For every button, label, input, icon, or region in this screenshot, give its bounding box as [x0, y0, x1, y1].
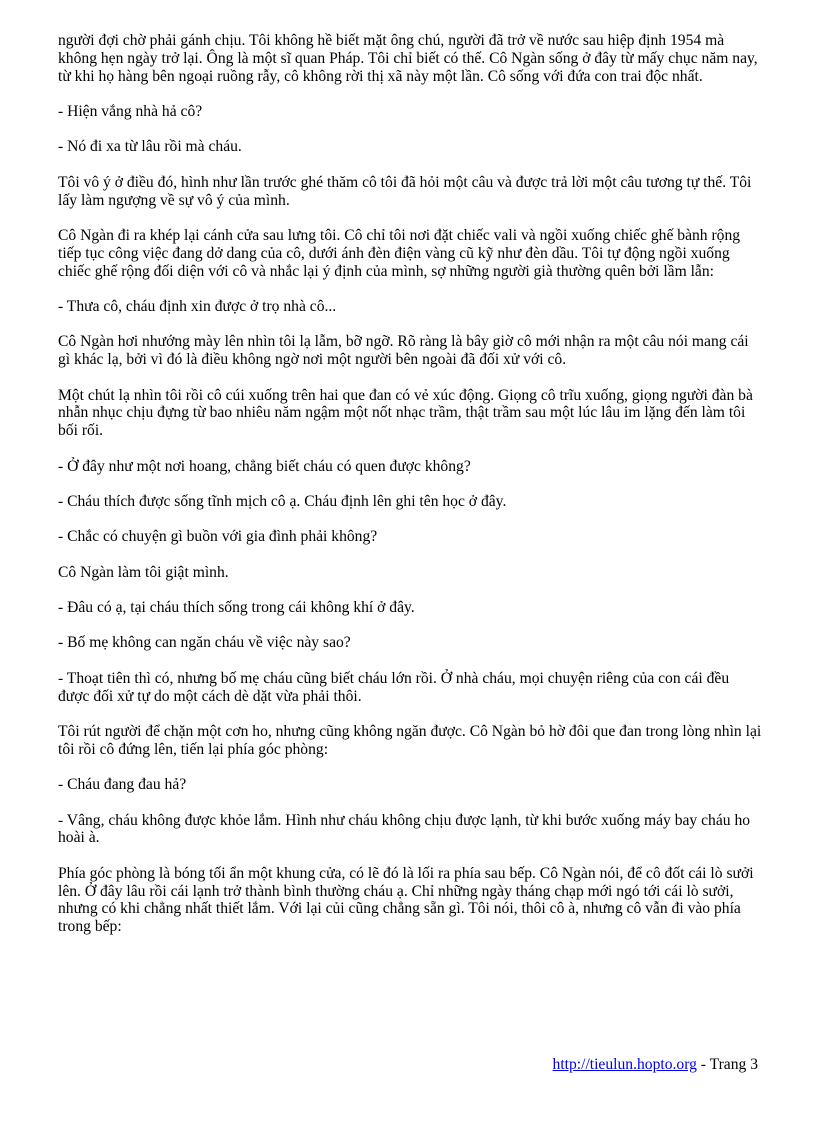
paragraph: Tôi rút người để chặn một cơn ho, nhưng cũng không ngăn được. Cô Ngàn bỏ hờ đôi que đan trong lòng nhìn lại tôi rồi cô đứng lên, tiến lại phía góc phòng:	[58, 723, 762, 758]
paragraph: - Vâng, cháu không được khỏe lắm. Hình như cháu không chịu được lạnh, từ khi bước xuống máy bay cháu ho hoài à.	[58, 811, 751, 847]
paragraph: Cô Ngàn làm tôi giật mình.	[58, 563, 229, 581]
page-footer	[553, 1056, 758, 1074]
paragraph: - Đâu có ạ, tại cháu thích sống trong cái không khí ở đây.	[58, 599, 415, 617]
page-number: - Trang 3	[696, 1056, 758, 1073]
paragraph: - Hiện vắng nhà hả cô?	[58, 102, 203, 120]
paragraph: - Chắc có chuyện gì buồn với gia đình phải không?	[58, 528, 378, 546]
paragraph: - Thoạt tiên thì có, nhưng bố mẹ cháu cũng biết cháu lớn rồi. Ở nhà cháu, mọi chuyện riêng của con cái đều được đối xử tự do một cách dè dặt vừa phải thôi.	[58, 669, 730, 705]
paragraph: - Ở đây như một nơi hoang, chẳng biết cháu có quen được không?	[58, 457, 471, 475]
paragraph: Cô Ngàn hơi nhướng mày lên nhìn tôi lạ lẫm, bỡ ngỡ. Rõ ràng là bây giờ cô mới nhận ra một câu nói mang cái gì khác lạ, bởi vì đó là điều không ngờ nơi một người bên ngoài đã đối xử với cô.	[58, 333, 749, 369]
paragraph: - Thưa cô, cháu định xin được ở trọ nhà cô...	[58, 297, 337, 315]
paragraph: người đợi chờ phải gánh chịu. Tôi không hề biết mặt ông chú, người đã trở về nước sau hiệp định 1954 mà không hẹn ngày trở lại. Ông là một sĩ quan Pháp. Tôi chỉ biết có thế. Cô Ngàn sống ở đây từ mấy chục năm nay, từ khi họ hàng bên ngoại ruồng rẫy, cô không rời thị xã này một lần. Cô sống với đứa con trai độc nhất.	[58, 32, 758, 85]
footer-link[interactable]: http://tieulun.hopto.org	[552, 1056, 697, 1073]
paragraph: - Nó đi xa từ lâu rồi mà cháu.	[58, 138, 242, 156]
paragraph: Một chút lạ nhìn tôi rồi cô cúi xuống trên hai que đan có vẻ xúc động. Giọng cô trĩu xuống, giọng người đàn bà nhẫn nhục chịu đựng từ bao nhiêu năm ngậm một nốt nhạc trầm, thật trầm sau một lúc lâu im lặng đến làm tôi bối rối.	[58, 386, 753, 440]
paragraph: - Bố mẹ không can ngăn cháu về việc này sao?	[58, 634, 351, 652]
paragraph: - Cháu đang đau hả?	[58, 776, 187, 794]
paragraph: Phía góc phòng là bóng tối ẩn một khung cửa, có lẽ đó là lối ra phía sau bếp. Cô Ngàn nói, để cô đốt cái lò sưởi lên. Ở đây lâu rồi cái lạnh trở thành bình thường cháu ạ. Chỉ những ngày tháng chạp mới ngó tới cái lò sưởi, nhưng có khi chẳng nhất thiết lắm. Với lại củi cũng chẳng sẵn gì. Tôi nói, thôi cô à, nhưng cô vẫn đi vào phía trong bếp:	[58, 864, 754, 936]
paragraph: Tôi vô ý ở điều đó, hình như lần trước ghé thăm cô tôi đã hỏi một câu và được trả lời một câu tương tự thế. Tôi lấy làm ngượng về sự vô ý của mình.	[58, 173, 752, 209]
paragraph: - Cháu thích được sống tĩnh mịch cô ạ. Cháu định lên ghi tên học ở đây.	[58, 492, 507, 510]
paragraph: Cô Ngàn đi ra khép lại cánh cửa sau lưng tôi. Cô chỉ tôi nơi đặt chiếc vali và ngồi xuống chiếc ghế bành rộng tiếp tục công việc đang dở dang của cô, dưới ánh đèn điện vàng cũ kỹ như đèn dầu. Tôi tự động ngồi xuống chiếc ghế rộng đối diện với cô và nhắc lại ý định của mình, sợ những người già thường quên bởi lầm lẫn:	[58, 226, 741, 280]
document-body	[58, 32, 762, 954]
